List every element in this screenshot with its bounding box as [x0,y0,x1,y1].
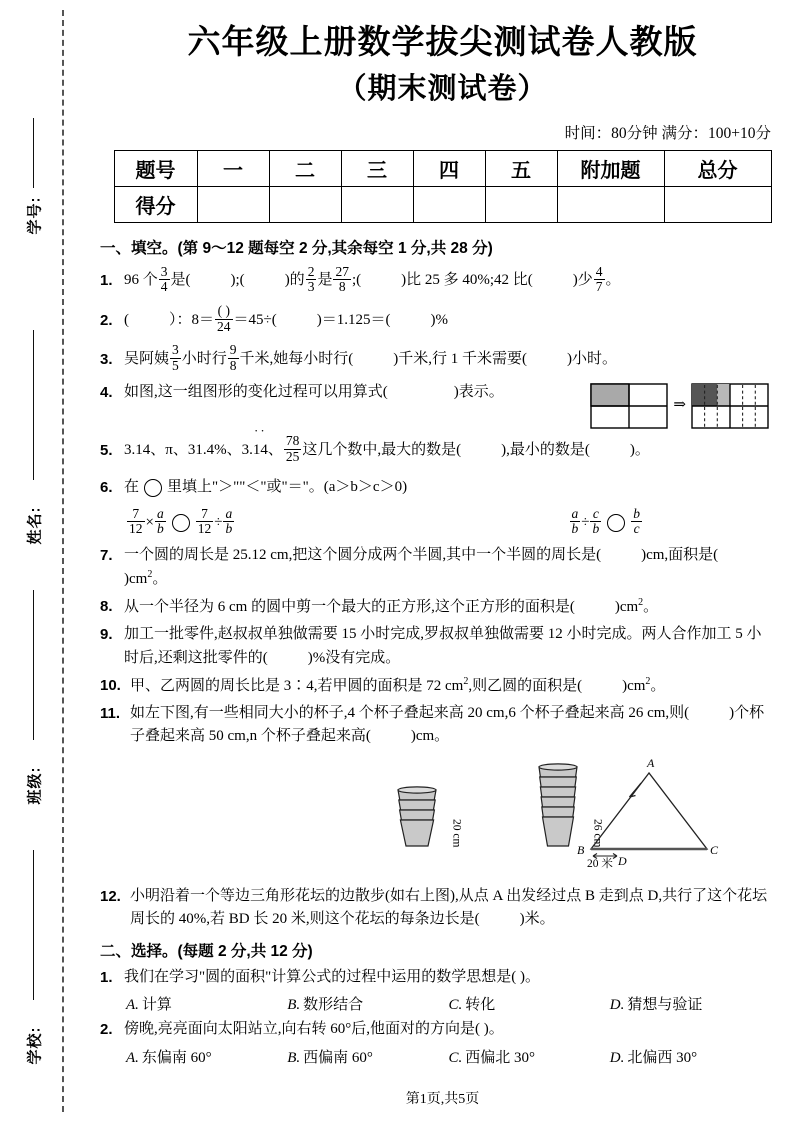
q5-part-5: )。 [629,442,650,458]
transformation-figure [590,383,769,429]
margin-rule-4 [33,850,34,1000]
question-text [124,595,771,619]
question-1-1 [100,263,771,298]
option-text: 转化 [465,997,496,1014]
q1-part-8: )少 [572,272,593,289]
fraction-27-8: $\frac{27}{8}$ [335,263,349,295]
option-d[interactable] [610,993,771,1014]
option-label: C. [448,1049,463,1066]
option-a[interactable] [126,1046,287,1067]
triangle-vertex-c: C [710,842,719,857]
q1-part-4: )的 [284,272,305,289]
grid-figure-after [691,383,769,429]
q8-part-1: 从一个半径为 6 cm 的圆中剪一个最大的正方形,这个正方形的面积是( [124,599,575,616]
score-table-row-label-1: 得分 [114,187,197,223]
question-number: 8. [100,598,113,616]
score-table-col-6: 总分 [664,151,771,187]
question-number: 2. [100,311,113,329]
section-2-heading: 二、选择。(每题 2 分,共 12 分) [100,943,313,961]
question-1-8 [100,595,771,619]
fraction-7-12: $\frac{7}{12}$ [129,505,143,537]
question-1-12 [100,885,771,932]
q4-part-2: )表示。 [453,384,504,400]
q7-part-2: )cm,面积是( [641,546,719,563]
figures-row [100,753,771,881]
score-cell-5[interactable] [557,187,664,223]
question-number: 5. [100,442,113,459]
question-text: 傍晚,亮亮面向太阳站立,向右转 60°后,他面对的方向是( )。 [124,1021,504,1038]
option-label: A. [126,1049,139,1066]
q3-part-1: 吴阿姨 [124,350,170,367]
fraction-b-c: $\frac{b}{c}$ [633,505,640,537]
arrow-right-icon: ⇒ [673,397,686,414]
student-info-margin [0,0,92,1122]
exam-meta-info: 时间：80分钟 满分：100+10分 [564,125,771,143]
question-text [130,885,771,932]
score-cell-1[interactable] [269,187,341,223]
q1-part-6: ;( [351,272,362,289]
question-number: 10. [100,676,121,694]
question-text [130,674,771,698]
question-1-9 [100,623,771,670]
answer-circle[interactable] [172,514,190,532]
question-1-5 [100,433,771,468]
score-table-col-0: 一 [197,151,269,187]
page-title: 六年级上册数学拔尖测试卷人教版 [187,23,698,60]
q10-part-2: ,则乙圆的面积是( [468,677,583,694]
operator-divide: ÷ [214,514,223,531]
superscript-2: 2 [463,675,469,687]
fraction-3-5: $\frac{3}{5}$ [172,342,179,373]
q9-part-2: )%没有完成。 [307,649,401,666]
triangle-drawing [573,753,723,873]
question-text [124,476,771,499]
question-text: 我们在学习"圆的面积"计算公式的过程中运用的数学思想是( )。 [124,969,540,986]
q3-part-5: )小时。 [567,350,618,367]
cup-height-label-26: 26 cm [591,819,604,848]
q1-part-5: 是 [317,272,333,289]
fraction-4-7: $\frac{4}{7}$ [595,263,603,295]
option-text: 数形结合 [303,997,364,1014]
question-2-1-options [126,993,771,1014]
score-cell-2[interactable] [341,187,413,223]
score-cell-6[interactable] [664,187,771,223]
cup-stack-4 [386,776,475,848]
option-b[interactable] [287,1046,448,1067]
option-text: 东偏南 60° [141,1049,212,1066]
option-label: D. [609,997,625,1014]
page-subtitle: （期末测试卷） [337,73,548,106]
table-row-scores [114,187,771,223]
q2-part-1: ( [124,311,129,328]
q1-part-1: 96 个 [124,272,158,289]
option-text: 北偏西 30° [627,1049,698,1066]
question-number: 1. [100,969,113,987]
q12-part-2: )米。 [519,910,555,927]
q10-part-4: 。 [650,677,666,694]
q7-part-3: )cm [124,570,148,587]
question-1-11 [100,702,771,749]
question-number: 3. [100,350,113,368]
operator-times: × [145,514,154,531]
q11-part-2: )个杯子叠起来高 50 cm,n 个杯子叠起来高( [130,705,765,745]
q3-part-3: 千米,她每小时行( [239,350,354,367]
q6-part-1: 在 [124,479,140,496]
q9-part-1: 加工一批零件,赵叔叔单独做需要 15 小时完成,罗叔叔单独做需要 12 小时完成。两人合作加工 5 小时后,还剩这批零件的( [124,626,762,666]
q2-part-5: )% [430,311,448,328]
grid-figure-before [590,383,668,429]
exam-sheet [92,0,793,1122]
score-table-col-1: 二 [269,151,341,187]
question-1-3 [100,342,771,377]
section-1-heading: 一、填空。(第 9～12 题每空 2 分,其余每空 1 分,共 28 分) [100,240,493,258]
option-label: D. [609,1049,625,1066]
q4-part-1: 如图,这一组图形的变化过程可以用算式( [124,384,388,400]
question-2-2-options [126,1046,771,1067]
margin-label-name: 姓名: [26,506,44,545]
triangle-point-d: D [618,853,627,868]
question-2-1 [100,966,771,989]
question-text [124,433,771,468]
q6-part-2: 里填上"＞""＜"或"＝"。(a＞b＞c＞0) [167,479,408,496]
option-b[interactable] [287,993,448,1014]
triangle-segment-label: 20 米 [587,857,613,870]
question-1-2 [100,303,771,338]
margin-label-school: 学校: [26,1026,44,1065]
option-label: B. [287,997,301,1014]
q5-part-2: 、 [267,442,283,458]
q3-part-2: 小时行 [181,350,227,367]
operator-divide-2: ÷ [581,514,590,531]
q5-part-3: 这几个数中,最大的数是( [302,442,462,458]
questions-container [92,236,793,1066]
q12-part-1: 小明沿着一个等边三角形花坛的边散步(如右上图),从点 A 出发经过点 B 走到点 D,共行了这个花坛周长的 40%,若 BD 长 20 米,则这个花坛的每条边长是( [130,887,768,927]
option-d[interactable] [610,1046,771,1067]
repeating-decimal-digits: 14 ·· [253,433,268,468]
fraction-7-12-b: $\frac{7}{12}$ [197,505,212,537]
option-label: C. [448,997,463,1014]
q1-part-9: 。 [605,272,621,289]
triangle-vertex-a: A [647,755,655,770]
question-number: 1. [100,272,113,290]
fraction-blank-24: $\frac{( )}{24}$ [217,302,231,334]
score-table-col-5: 附加题 [557,151,664,187]
q2-part-2: ）：8＝ [169,311,215,328]
q11-part-3: )cm。 [410,728,450,745]
option-text: 计算 [141,997,172,1014]
q1-part-2: 是( [170,272,191,289]
q11-part-1: 如左下图,有一些相同大小的杯子,4 个杯子叠起来高 20 cm,6 个杯子叠起来高 26 cm,则( [130,705,690,722]
q2-part-4: )＝1.125＝( [316,311,391,328]
option-a[interactable] [126,993,287,1014]
superscript-2: 2 [638,597,644,609]
option-text: 西偏南 60° [303,1049,373,1066]
q10-part-1: 甲、乙两圆的周长比是 3∶4,若甲圆的面积是 72 cm [130,677,464,694]
question-1-10 [100,674,771,698]
question-number: 4. [100,384,113,401]
table-row-header [114,151,771,187]
fraction-a-b: $\frac{a}{b}$ [156,505,164,537]
q10-part-3: )cm [622,677,646,694]
question-number: 6. [100,479,113,497]
question-text [130,702,771,749]
triangle-figure [573,753,723,878]
score-cell-3[interactable] [413,187,485,223]
q6-expression-right [449,505,793,538]
question-text [124,342,771,377]
answer-circle[interactable] [607,514,625,532]
question-number: 12. [100,887,121,905]
q1-part-7: )比 25 多 40%;42 比( [401,272,533,289]
option-text: 猜想与验证 [627,997,703,1014]
q8-part-3: 。 [643,599,659,616]
question-2-2 [100,1018,771,1041]
q3-part-4: )千米,行 1 千米需要( [393,350,528,367]
option-label: A. [126,997,139,1014]
q7-part-1: 一个圆的周长是 25.12 cm,把这个圆分成两个半圆,其中一个半圆的周长是( [124,546,602,563]
q8-part-2: )cm [614,599,639,616]
fraction-2-3: $\frac{2}{3}$ [307,263,315,295]
option-label: B. [287,1049,301,1066]
dashed-fold-line [62,10,64,1112]
fraction-3-4: $\frac{3}{4}$ [160,263,168,295]
q7-part-4: 。 [152,570,168,587]
margin-rule-2 [33,330,34,480]
page-footer: 第1页,共5页 [405,1092,480,1107]
margin-label-class: 班级: [26,766,44,805]
question-1-6-expressions [126,505,771,538]
question-number: 9. [100,626,113,644]
margin-label-student-id: 学号: [26,196,44,235]
option-c[interactable] [449,1046,610,1067]
question-number: 11. [100,705,121,723]
question-number: 7. [100,546,113,564]
superscript-2: 2 [147,568,153,580]
question-text [124,544,771,592]
question-number: 2. [100,1021,113,1039]
option-c[interactable] [449,993,610,1014]
score-cell-4[interactable] [485,187,557,223]
question-1-6 [100,476,771,499]
margin-rule-3 [33,590,34,740]
option-text: 西偏北 30° [465,1049,536,1066]
question-1-7 [100,544,771,592]
fraction-a-b-2: $\frac{a}{b}$ [225,505,233,537]
cup-stack-4-drawing [386,776,448,848]
q2-part-3: ＝45÷( [233,311,277,328]
q1-part-3: );( [230,272,245,289]
score-table-col-2: 三 [341,151,413,187]
question-text [124,303,771,338]
fraction-78-25: $\frac{78}{25}$ [285,433,300,465]
question-text [124,263,771,298]
margin-rule-1 [33,118,34,188]
score-table-col-4: 五 [485,151,557,187]
score-table-row-label-0: 题号 [114,151,197,187]
score-table [114,150,772,223]
triangle-vertex-b: B [577,842,585,857]
score-cell-0[interactable] [197,187,269,223]
fraction-c-b: $\frac{c}{b}$ [592,505,600,537]
cup-height-label-20: 20 cm [450,819,463,848]
superscript-2b: 2 [645,675,651,687]
fraction-a-b-3: $\frac{a}{b}$ [571,505,579,537]
question-text [124,623,771,670]
q6-expression-left [126,505,449,538]
answer-circle[interactable] [144,479,162,497]
q5-part-1: 3.14、π、31.4%、3. [124,442,253,458]
fraction-9-8: $\frac{9}{8}$ [229,342,237,373]
q5-part-4: ),最小的数是( [501,442,590,458]
question-1-4 [100,381,771,429]
score-table-col-3: 四 [413,151,485,187]
